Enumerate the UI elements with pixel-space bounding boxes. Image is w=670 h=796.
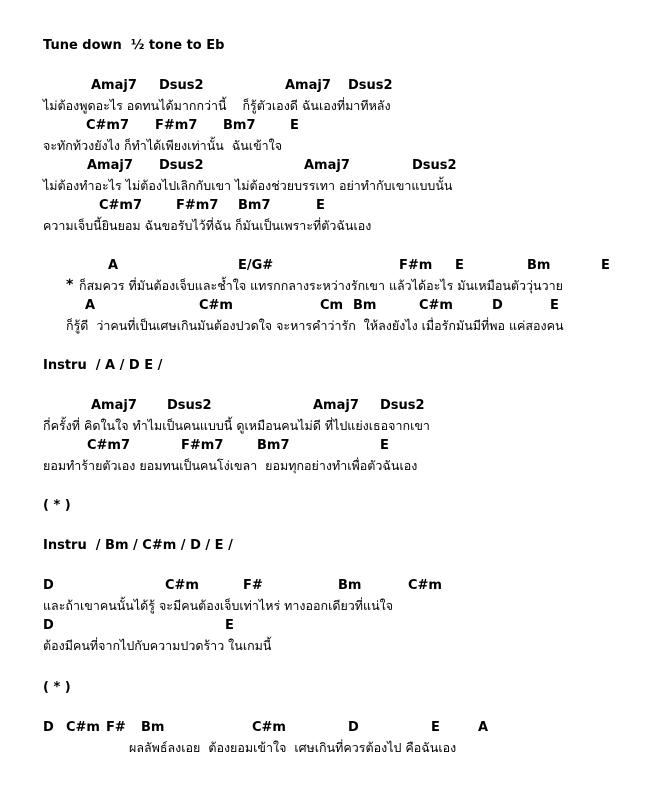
chord: C#m7 (87, 438, 131, 453)
chord: Bm (141, 720, 165, 735)
chord: C#m (252, 720, 286, 735)
chord: Bm7 (238, 198, 271, 213)
lyric-line: ต้องมีคนที่จากไปกับความปวดร้าว ในเกมนี้ (43, 638, 272, 653)
chord: D (43, 578, 54, 593)
lyric-line: จะทักท้วงยังไง ก็ทำได้เพียงเท่านั้น ฉันเข้าใจ (43, 138, 283, 153)
instrumental-line: Instru / A / D E / (43, 358, 163, 373)
chord: D (43, 618, 54, 633)
chord: C#m (165, 578, 199, 593)
chord: E/G# (238, 258, 274, 273)
repeat-chorus-marker: ( * ) (43, 498, 71, 513)
chord: D (492, 298, 503, 313)
chord: Bm7 (223, 118, 256, 133)
chord: D (348, 720, 359, 735)
lyric-line: ก็รู้ดี ว่าคนที่เป็นเศษเกินมันต้องปวดใจ จะหารคำว่ารัก ให้ลงยังไง เมื่อรักมันมีที่พอ แค่สองคน (66, 318, 564, 333)
chord: Bm (338, 578, 362, 593)
lyric-line: ไม่ต้องทำอะไร ไม่ต้องไปเลิกกับเขา ไม่ต้องช่วยบรรเทา อย่าทำกับเขาแบบนั้น (43, 178, 453, 193)
chord: Amaj7 (91, 398, 137, 413)
chord: Bm7 (257, 438, 290, 453)
lyric-line: ผลลัพธ์ลงเอย ต้องยอมเข้าใจ เศษเกินที่ควรต้องไป คือฉันเอง (129, 740, 457, 755)
chord: A (85, 298, 96, 313)
chord: C#m (199, 298, 233, 313)
chord: Bm (527, 258, 551, 273)
chord: Amaj7 (285, 78, 331, 93)
chord: F#m (399, 258, 433, 273)
chord: Dsus2 (412, 158, 457, 173)
chord: F#m7 (176, 198, 219, 213)
chord: A (108, 258, 119, 273)
chord: Dsus2 (380, 398, 425, 413)
chord: C#m7 (86, 118, 130, 133)
chord: C#m (66, 720, 100, 735)
chord: Bm (353, 298, 377, 313)
chord: Dsus2 (159, 158, 204, 173)
lyric-line: กี่ครั้งที่ คิดในใจ ทำไมเป็นคนแบบนี้ ดูเหมือนคนไม่ดี ที่ไปแย่งเธอจากเขา (43, 418, 430, 433)
chord: Dsus2 (348, 78, 393, 93)
chord: A (478, 720, 489, 735)
chord: Cm (320, 298, 344, 313)
chord: Amaj7 (313, 398, 359, 413)
repeat-chorus-marker: ( * ) (43, 680, 71, 695)
chord: E (550, 298, 559, 313)
chord: E (316, 198, 325, 213)
chord: E (455, 258, 464, 273)
lyric-line: ไม่ต้องพูดอะไร อดทนได้มากกว่านี้ ก็รู้ตัวเองดี ฉันเองที่มาทีหลัง (43, 98, 391, 113)
chord: Dsus2 (167, 398, 212, 413)
chorus-marker: * (66, 277, 74, 293)
lyric-line: ยอมทำร้ายตัวเอง ยอมทนเป็นคนโง่เขลา ยอมทุกอย่างทำเพื่อตัวฉันเอง (43, 458, 418, 473)
chord: E (225, 618, 234, 633)
chord: Amaj7 (87, 158, 133, 173)
chord: C#m (419, 298, 453, 313)
lyric-line: และถ้าเขาคนนั้นได้รู้ จะมีคนต้องเจ็บเท่าไหร่ ทางออกเดียวที่แน่ใจ (43, 598, 394, 613)
chord: F#m7 (181, 438, 224, 453)
chord: Dsus2 (159, 78, 204, 93)
chord: Amaj7 (91, 78, 137, 93)
chord: Amaj7 (304, 158, 350, 173)
chord: C#m (408, 578, 442, 593)
chord: E (601, 258, 610, 273)
chord: F#m7 (155, 118, 198, 133)
chord: E (290, 118, 299, 133)
tuning-note: Tune down ½ tone to Eb (43, 38, 225, 53)
lyric-line: ความเจ็บนี้ยินยอม ฉันขอรับไว้ที่ฉัน ก็มันเป็นเพราะที่ตัวฉันเอง (43, 218, 372, 233)
chord: E (431, 720, 440, 735)
instrumental-line: Instru / Bm / C#m / D / E / (43, 538, 233, 553)
chord: F# (243, 578, 263, 593)
chord: E (380, 438, 389, 453)
chord: F# (106, 720, 126, 735)
lyric-line: ก็สมควร ที่มันต้องเจ็บและช้ำใจ แทรกกลางระหว่างรักเขา แล้วได้อะไร มันเหมือนตัววุ่นวาย (79, 278, 563, 293)
chord: D (43, 720, 54, 735)
chord: C#m7 (99, 198, 143, 213)
